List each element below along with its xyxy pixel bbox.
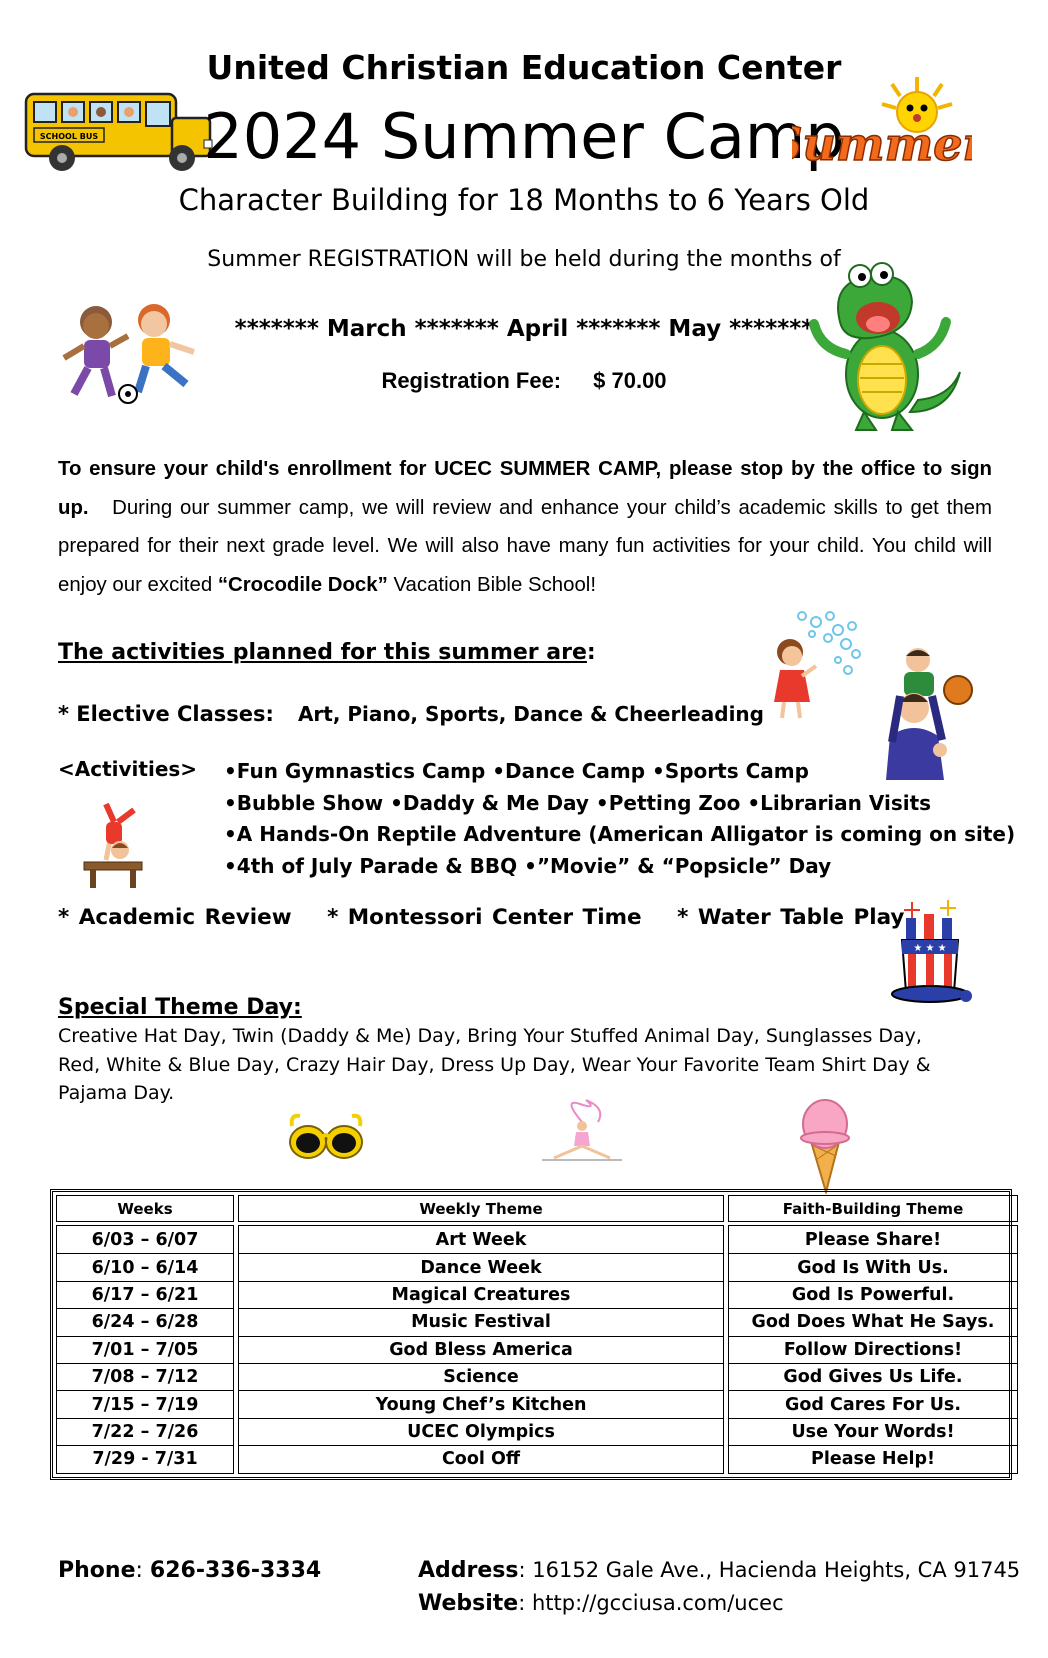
weekly-theme-column — [238, 1225, 724, 1474]
bubble-girl-icon — [768, 608, 864, 720]
academic-item: * Water Table Play — [677, 905, 905, 930]
header-weeks: Weeks — [56, 1195, 234, 1222]
schedule-table — [50, 1189, 1012, 1480]
table-cell-weekly-theme: Art Week — [435, 1229, 527, 1250]
table-cell-faith-theme: God Is Powerful. — [729, 1281, 1017, 1308]
org-name: United Christian Education Center — [206, 48, 842, 87]
camp-title: 2024 Summer Camp — [203, 100, 845, 173]
table-cell-week: 6/24 – 6/28 — [57, 1308, 233, 1335]
table-cell-weekly-theme: Young Chef’s Kitchen — [239, 1390, 723, 1417]
table-cell-faith-theme: Please Share! — [804, 1229, 942, 1250]
table-cell-faith-theme: Follow Directions! — [729, 1336, 1017, 1363]
website-label: Website — [418, 1591, 519, 1616]
table-cell-faith-theme: Use Your Words! — [729, 1418, 1017, 1445]
table-cell-weekly-theme: Science — [239, 1363, 723, 1390]
table-cell-week: 7/29 - 7/31 — [57, 1445, 233, 1472]
sunglasses-icon — [286, 1110, 366, 1166]
intro-paragraph — [58, 450, 992, 604]
table-cell-week: 7/08 – 7/12 — [57, 1363, 233, 1390]
address-value: 16152 Gale Ave., Hacienda Heights, CA 91745 — [532, 1558, 1021, 1582]
header-faith-theme: Faith-Building Theme — [728, 1195, 1018, 1222]
activity-line: •4th of July Parade & BBQ •”Movie” & “Popsicle” Day — [224, 853, 832, 878]
elective-classes — [58, 702, 764, 726]
ribbon-dancer-icon — [542, 1098, 622, 1166]
table-cell-faith-theme: God Gives Us Life. — [729, 1363, 1017, 1390]
table-cell-week: 7/01 – 7/05 — [57, 1336, 233, 1363]
academic-item: * Academic Review — [58, 905, 292, 930]
activities-heading-colon: : — [586, 640, 596, 665]
faith-theme-column — [728, 1225, 1018, 1474]
activities-list — [224, 756, 1015, 882]
intro-bold-lead: To ensure your child's enrollment for UCEC SUMMER CAMP, please stop by the office to sign up. — [58, 458, 992, 519]
crocodile-icon — [800, 262, 970, 440]
activities-heading — [58, 640, 596, 665]
svg-text:★ ★ ★: ★ ★ ★ — [913, 943, 947, 954]
contact-website: Website: http://gcciusa.com/ucec — [418, 1591, 784, 1616]
table-cell-weekly-theme: Magical Creatures — [239, 1281, 723, 1308]
phone-value[interactable]: 626-336-3334 — [149, 1558, 322, 1583]
elective-value: Art, Piano, Sports, Dance & Cheerleading — [297, 702, 764, 726]
table-cell-week: 7/15 – 7/19 — [57, 1390, 233, 1417]
table-cell-faith-theme: Please Help! — [729, 1445, 1017, 1472]
registration-line: Summer REGISTRATION will be held during the months of — [207, 247, 841, 272]
activity-line: •Bubble Show •Daddy & Me Day •Petting Zoo •Librarian Visits — [224, 790, 932, 815]
activities-label: <Activities> — [58, 757, 198, 781]
address-label: Address — [418, 1558, 519, 1583]
table-cell-faith-theme: God Cares For Us. — [729, 1390, 1017, 1417]
table-cell-week: 6/17 – 6/21 — [57, 1281, 233, 1308]
ice-cream-icon — [800, 1098, 850, 1194]
activities-heading-text: The activities planned for this summer are — [58, 640, 587, 665]
table-cell-weekly-theme: Dance Week — [239, 1253, 723, 1280]
intro-body-1: During our summer camp, we will review and enhance your child’s academic skills to get them prepared for their next grade level. We will also have many fun activities for your child. You child will enjoy our excited — [58, 496, 992, 596]
contact-address: Address: 16152 Gale Ave., Hacienda Heights, CA 91745 — [418, 1558, 1021, 1583]
registration-months: ******* March ******* April ******* May ******* — [234, 316, 814, 342]
table-cell-weekly-theme: Cool Off — [239, 1445, 723, 1472]
phone-label: Phone — [58, 1558, 136, 1583]
activity-line: •A Hands-On Reptile Adventure (American Alligator is coming on site) — [224, 822, 1016, 846]
intro-body-2: Vacation Bible School! — [387, 573, 596, 596]
table-cell-weekly-theme: Music Festival — [239, 1308, 723, 1335]
table-cell-week: 6/10 – 6/14 — [57, 1253, 233, 1280]
academic-items — [58, 905, 930, 930]
summer-sun-icon — [792, 72, 972, 172]
academic-item: * Montessori Center Time — [327, 905, 642, 930]
intro-highlight: “Crocodile Dock” — [217, 573, 388, 596]
activity-line: •Fun Gymnastics Camp •Dance Camp •Sports Camp — [224, 759, 809, 783]
theme-day-heading: Special Theme Day: — [58, 995, 302, 1020]
gymnast-icon — [80, 800, 146, 890]
elective-label: * Elective Classes: — [58, 702, 274, 726]
header-weekly-theme: Weekly Theme — [238, 1195, 724, 1222]
table-cell-weekly-theme: UCEC Olympics — [239, 1418, 723, 1445]
table-cell-weekly-theme: God Bless America — [239, 1336, 723, 1363]
table-cell-faith-theme: God Is With Us. — [729, 1253, 1017, 1280]
theme-day-body: Creative Hat Day, Twin (Daddy & Me) Day, Bring Your Stuffed Animal Day, Sunglasses Day, Red, White & Blue Day, Crazy Hair Day, Dress Up Day, Wear Your Favorite Team Shirt Day & Pajama Day. — [58, 1025, 931, 1104]
contact-phone: Phone: 626-336-3334 — [58, 1558, 322, 1583]
table-cell-week: 7/22 – 7/26 — [57, 1418, 233, 1445]
subtitle: Character Building for 18 Months to 6 Years Old — [178, 183, 870, 217]
fee-label: Registration Fee: — [381, 368, 562, 393]
bus-text: SCHOOL BUS — [39, 132, 99, 141]
fee-value: $ 70.00 — [593, 368, 667, 393]
website-link[interactable]: http://gcciusa.com/ucec — [532, 1591, 784, 1615]
uncle-sam-hat-icon — [882, 896, 978, 1008]
table-cell-faith-theme: God Does What He Says. — [729, 1308, 1017, 1335]
weeks-column — [56, 1225, 234, 1474]
summer-logo-text: umme — [802, 117, 963, 171]
table-cell-week: 6/03 – 6/07 — [91, 1229, 199, 1250]
